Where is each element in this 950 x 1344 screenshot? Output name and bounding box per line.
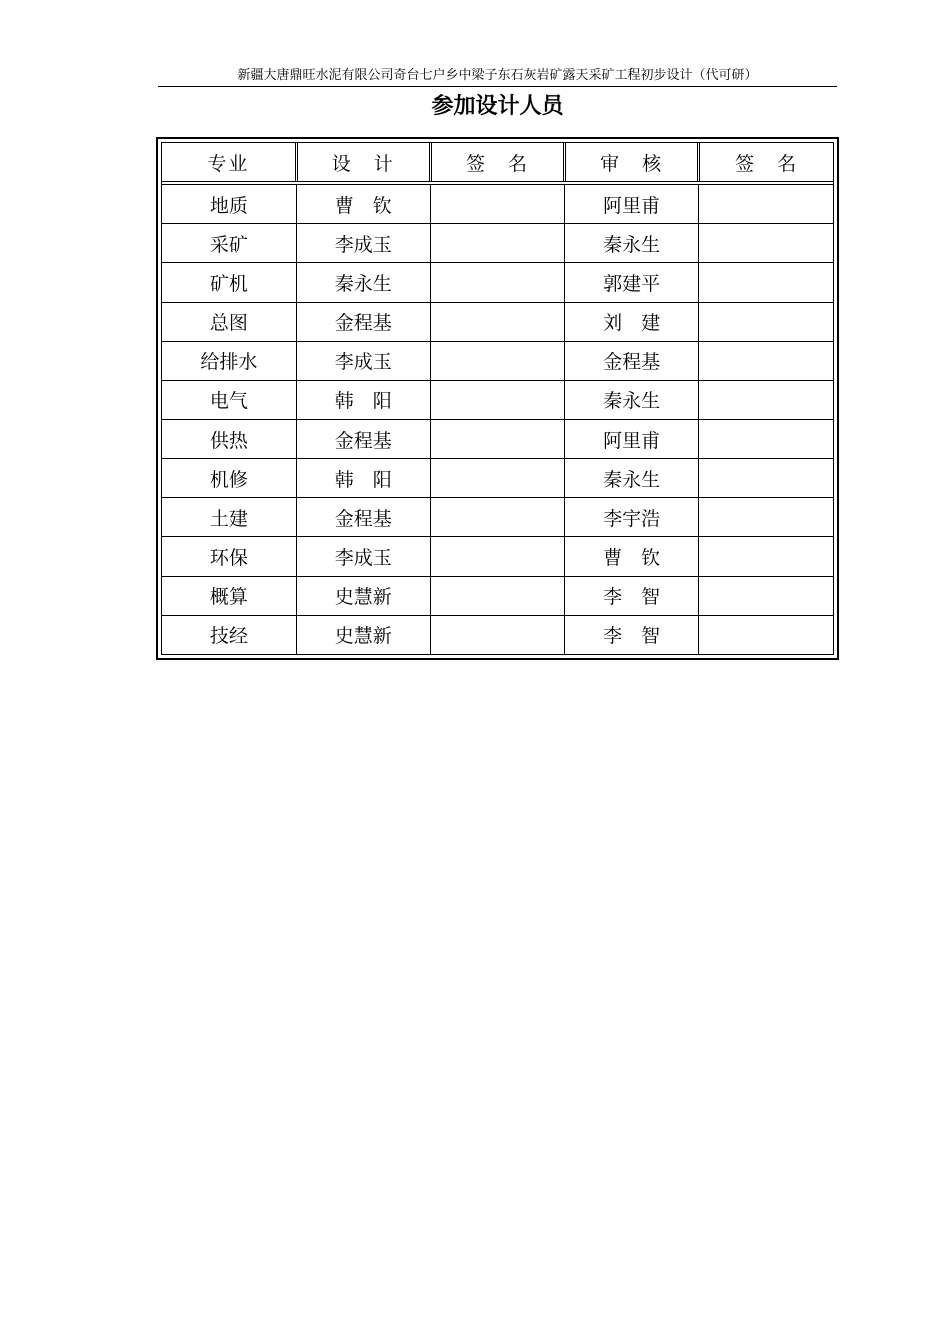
cell-designer: 李成玉 [296, 537, 430, 576]
cell-major: 采矿 [162, 224, 296, 263]
cell-major: 环保 [162, 537, 296, 576]
table-row [162, 380, 833, 419]
table-row [162, 576, 833, 615]
column-header-reviewer-signature: 签 名 [699, 143, 833, 183]
cell-reviewer: 秦永生 [565, 224, 699, 263]
personnel-table-container [161, 142, 834, 655]
table-row [162, 224, 833, 263]
cell-reviewer-signature [699, 341, 833, 380]
cell-designer-signature [430, 224, 564, 263]
cell-major: 概算 [162, 576, 296, 615]
cell-reviewer-signature [699, 615, 833, 654]
table-row [162, 420, 833, 459]
cell-designer-signature [430, 537, 564, 576]
table-row [162, 498, 833, 537]
cell-designer: 金程基 [296, 302, 430, 341]
table-header-row [162, 143, 833, 183]
cell-reviewer-signature [699, 263, 833, 302]
cell-reviewer-signature [699, 302, 833, 341]
cell-designer: 史慧新 [296, 615, 430, 654]
cell-designer-signature [430, 341, 564, 380]
cell-designer: 曹 钦 [296, 183, 430, 224]
table-row [162, 459, 833, 498]
cell-reviewer: 曹 钦 [565, 537, 699, 576]
cell-major: 总图 [162, 302, 296, 341]
page-header: 新疆大唐鼎旺水泥有限公司奇台七户乡中梁子东石灰岩矿露天采矿工程初步设计（代可研） [158, 66, 837, 87]
cell-designer-signature [430, 420, 564, 459]
cell-major: 技经 [162, 615, 296, 654]
cell-designer-signature [430, 302, 564, 341]
cell-designer-signature [430, 576, 564, 615]
cell-major: 电气 [162, 380, 296, 419]
cell-reviewer-signature [699, 224, 833, 263]
cell-reviewer-signature [699, 576, 833, 615]
table-row [162, 263, 833, 302]
cell-reviewer-signature [699, 459, 833, 498]
cell-designer-signature [430, 459, 564, 498]
cell-reviewer: 李宇浩 [565, 498, 699, 537]
cell-reviewer: 李 智 [565, 576, 699, 615]
cell-reviewer: 郭建平 [565, 263, 699, 302]
personnel-table [162, 143, 833, 654]
column-header-designer-signature: 签 名 [430, 143, 564, 183]
cell-designer-signature [430, 183, 564, 224]
cell-reviewer: 秦永生 [565, 380, 699, 419]
cell-reviewer-signature [699, 420, 833, 459]
table-row [162, 302, 833, 341]
cell-designer: 金程基 [296, 498, 430, 537]
cell-reviewer: 阿里甫 [565, 183, 699, 224]
cell-reviewer: 刘 建 [565, 302, 699, 341]
cell-major: 地质 [162, 183, 296, 224]
cell-designer: 李成玉 [296, 341, 430, 380]
cell-designer-signature [430, 615, 564, 654]
cell-designer-signature [430, 263, 564, 302]
cell-reviewer-signature [699, 380, 833, 419]
table-row [162, 183, 833, 224]
cell-designer: 韩 阳 [296, 459, 430, 498]
column-header-designer: 设 计 [296, 143, 430, 183]
column-header-major: 专业 [162, 143, 296, 183]
cell-reviewer: 李 智 [565, 615, 699, 654]
cell-reviewer-signature [699, 498, 833, 537]
cell-reviewer: 金程基 [565, 341, 699, 380]
cell-major: 矿机 [162, 263, 296, 302]
table-row [162, 537, 833, 576]
cell-designer-signature [430, 380, 564, 419]
cell-reviewer: 阿里甫 [565, 420, 699, 459]
personnel-table-frame [156, 137, 839, 660]
cell-designer: 史慧新 [296, 576, 430, 615]
cell-designer: 李成玉 [296, 224, 430, 263]
cell-reviewer: 秦永生 [565, 459, 699, 498]
cell-designer: 秦永生 [296, 263, 430, 302]
column-header-reviewer: 审 核 [565, 143, 699, 183]
cell-major: 给排水 [162, 341, 296, 380]
cell-designer: 金程基 [296, 420, 430, 459]
cell-reviewer-signature [699, 183, 833, 224]
cell-reviewer-signature [699, 537, 833, 576]
table-row [162, 615, 833, 654]
cell-major: 供热 [162, 420, 296, 459]
page-title: 参加设计人员 [431, 94, 564, 119]
cell-designer-signature [430, 498, 564, 537]
table-row [162, 341, 833, 380]
cell-major: 机修 [162, 459, 296, 498]
cell-major: 土建 [162, 498, 296, 537]
cell-designer: 韩 阳 [296, 380, 430, 419]
